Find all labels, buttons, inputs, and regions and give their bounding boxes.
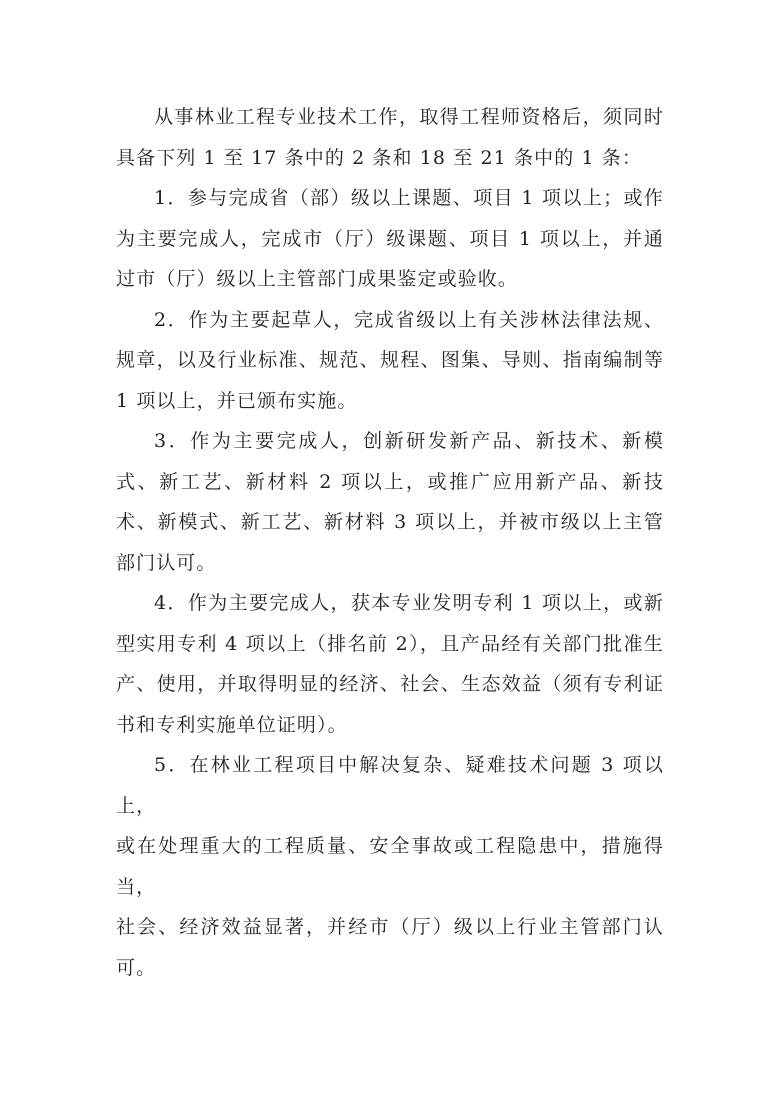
item-4-paragraph: 4．作为主要完成人，获本专业发明专利 1 项以上，或新型实用专利 4 项以上（排名前 2），且产品经有关部门批准生产、使用，并取得明显的经济、社会、生态效益（须有专利证书和专利实施单位证明）。 — [116, 592, 664, 736]
intro-paragraph: 从事林业工程专业技术工作，取得工程师资格后，须同时具备下列 1 至 17 条中的 2 条和 18 至 21 条中的 1 条： — [116, 106, 664, 169]
document-body — [116, 97, 664, 988]
item-2-paragraph: 2．作为主要起草人，完成省级以上有关涉林法律法规、规章，以及行业标准、规范、规程、图集、导则、指南编制等 1 项以上，并已颁布实施。 — [116, 308, 664, 412]
item-5-paragraph: 5．在林业工程项目中解决复杂、疑难技术问题 3 项以上， — [116, 754, 664, 817]
item-5-continuation-2: 社会、经济效益显著，并经市（厅）级以上行业主管部门认可。 — [116, 916, 664, 979]
item-5-continuation-1: 或在处理重大的工程质量、安全事故或工程隐患中，措施得当， — [116, 835, 664, 898]
item-3-paragraph: 3．作为主要完成人，创新研发新产品、新技术、新模式、新工艺、新材料 2 项以上，或推广应用新产品、新技术、新模式、新工艺、新材料 3 项以上，并被市级以上主管部门认可。 — [116, 430, 664, 574]
item-1-paragraph: 1．参与完成省（部）级以上课题、项目 1 项以上；或作为主要完成人，完成市（厅）级课题、项目 1 项以上，并通过市（厅）级以上主管部门成果鉴定或验收。 — [116, 187, 664, 290]
